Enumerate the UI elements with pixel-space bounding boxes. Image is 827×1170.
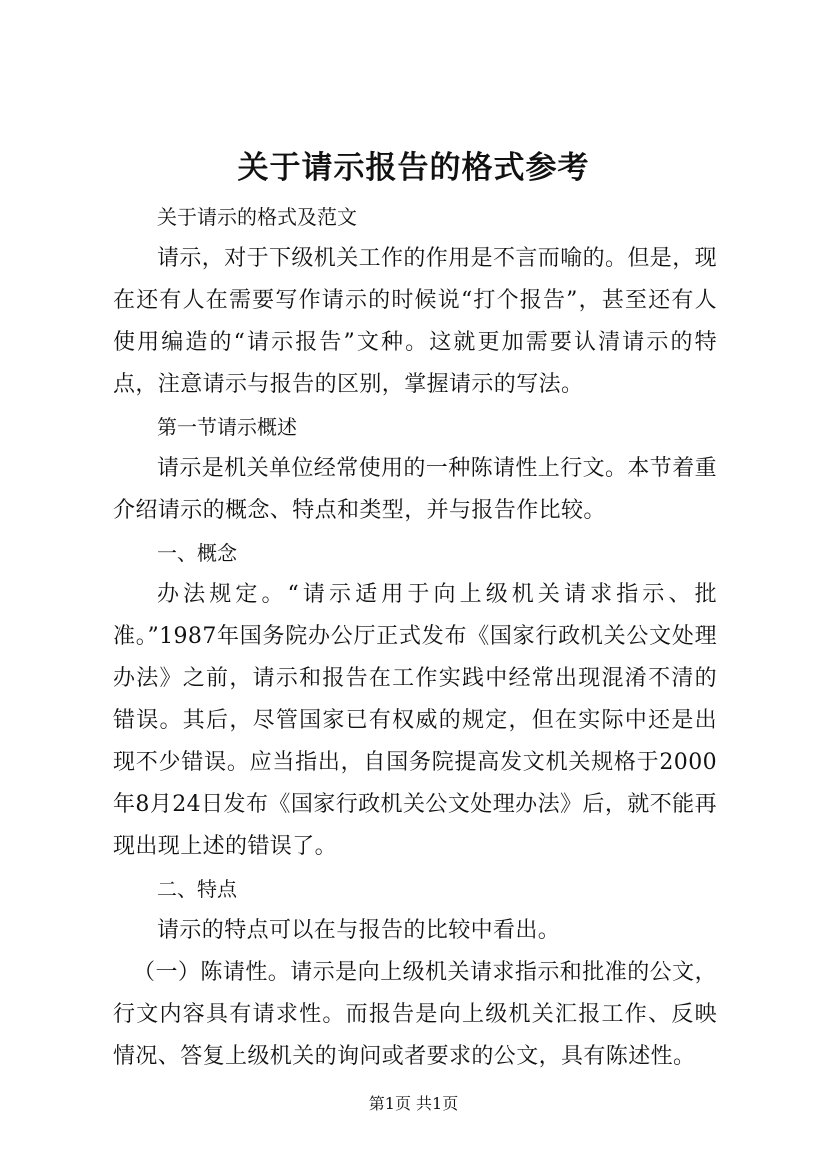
section-heading: 关于请示的格式及范文 [157,205,357,229]
section-heading: 一、概念 [157,541,237,565]
body-paragraph: 请示，对于下级机关工作的作用是不言而喻的。但是，现在还有人在需要写作请示的时候说“打个报告”，甚至还有人使用编造的“请示报告”文种。这就更加需要认清请示的特点，注意请示与报告的区别，掌握请示的写法。 [113,246,718,397]
page-footer: 第1页 共1页 [368,1094,459,1113]
section-heading: 第一节请示概述 [157,415,297,439]
section-heading: 二、特点 [157,877,237,901]
body-paragraph: 办法规定。“请示适用于向上级机关请求指示、批准。”1987年国务院办公厅正式发布《国家行政机关公文处理办法》之前，请示和报告在工作实践中经常出现混淆不清的错误。其后，尽管国家已有权威的规定，但在实际中还是出现不少错误。应当指出，自国务院提高发文机关规格于2000年8月24日发布《国家行政机关公文处理办法》后，就不能再现出现上述的错误了。 [113,582,717,859]
body-paragraph: 请示是机关单位经常使用的一种陈请性上行文。本节着重介绍请示的概念、特点和类型，并与报告作比较。 [113,456,718,523]
document-body [113,196,717,1078]
body-paragraph: 请示的特点可以在与报告的比较中看出。 [157,918,561,943]
body-paragraph: （一）陈请性。请示是向上级机关请求指示和批准的公文，行文内容具有请求性。而报告是向上级机关汇报工作、反映情况、答复上级机关的询问或者要求的公文，具有陈述性。 [113,960,717,1069]
document-title: 关于请示报告的格式参考 [237,150,590,186]
